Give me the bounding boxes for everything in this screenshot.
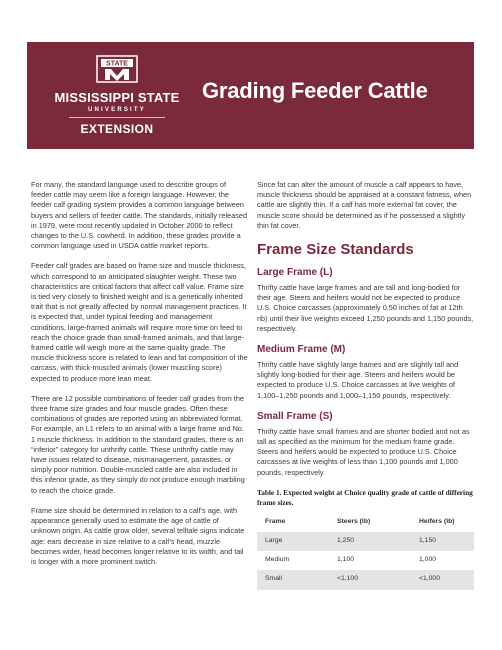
section-heading: Frame Size Standards bbox=[257, 241, 414, 259]
table-header-cell: Heifers (lb) bbox=[411, 513, 474, 532]
large-frame-heading: Large Frame (L) bbox=[257, 267, 333, 279]
table-cell: 1,000 bbox=[419, 556, 437, 564]
medium-frame-text: Thrifty cattle have slightly large frames and are slightly tall and slightly long-bodied for their age. Steers and heifers would be expected to produce U.S. Choice carcasses at live weights of 1,100–1,250 pounds and 1,000–1,150 pounds, respectively. bbox=[257, 360, 459, 400]
table-cell: <1,000 bbox=[411, 570, 474, 589]
large-frame-text: Thrifty cattle have large frames and are tall and long-bodied for their age. Steers and heifers would not be expected to produce U.S. Choice carcasses (approximately 0.50 inches of fat at 12th rib) until their live weights exceed 1,250 pounds and 1,150 pounds, respectively. bbox=[257, 283, 474, 333]
msu-extension-logo bbox=[47, 54, 187, 138]
grades-paragraph: Feeder calf grades are based on frame size and muscle thickness, which correspond to an anticipated slaughter weight. These two characteristics are critical factors that affect calf value. Frame size is tied very closely to finished weight and is a genetically inherited trait that is not greatly affected by normal management practices. It is expected that, under typical feeding and management conditions, large-framed animals will require more time on feed to reach the choice grade than small-framed animals, and that large-framed cattle will weigh more at the same quality grade. The muscle thickness score is related to lean and fat composition of the carcass, with thick-muscled animals (lower muscling score) expected to produce more lean meat. bbox=[31, 261, 248, 383]
table-cell: <1,100 bbox=[329, 570, 411, 589]
table-cell: 1,250 bbox=[329, 532, 411, 551]
left-column bbox=[31, 180, 248, 577]
table-cell: Large bbox=[257, 532, 329, 551]
fat-paragraph: Since fat can alter the amount of muscle a calf appears to have, muscle thickness should be appraised at a constant fatness, when cattle are slightly thin. If a calf has more external fat cover, the muscle score should be determined as if he possessed a slightly thin fat cover. bbox=[257, 180, 472, 230]
table-row bbox=[257, 532, 474, 551]
msu-seal-icon bbox=[95, 54, 139, 84]
frame-age-paragraph: Frame size should be determined in relation to a calf’s age, with appearance generally used to estimate the age of cattle of unknown origin. As cattle grow older, several telltale signs indicate age: ears decrease in size relative to a calf’s head, muzzle becomes wider, head becomes longer relative to its width, and tail is longer with a more prominent switch. bbox=[31, 505, 245, 566]
page-title: Grading Feeder Cattle bbox=[202, 78, 428, 103]
table-cell: Small bbox=[257, 570, 329, 589]
table-cell: 1,150 bbox=[411, 532, 474, 551]
intro-paragraph: For many, the standard language used to describe groups of feeder cattle may seem like a foreign language. However, the feeder calf grading system provides a common language between buyers and sellers of feeder cattle. The standards, initially released in 1979, were most recently updated in October 2000 to reflect changes to the U.S. cowherd. In addition, these grades provide a common language used in USDA cattle market reports. bbox=[31, 180, 248, 251]
table-row bbox=[257, 570, 474, 589]
table-header-row bbox=[257, 513, 474, 532]
university-subtitle: UNIVERSITY bbox=[87, 107, 146, 113]
svg-text:STATE: STATE bbox=[106, 60, 128, 68]
weight-table bbox=[257, 513, 474, 590]
logo-divider bbox=[69, 117, 165, 118]
table-row bbox=[257, 551, 474, 570]
small-frame-heading: Small Frame (S) bbox=[257, 410, 333, 422]
header-banner bbox=[27, 42, 474, 149]
table-cell: Medium bbox=[265, 556, 290, 564]
university-name: MISSISSIPPI STATE bbox=[54, 90, 180, 105]
right-column bbox=[257, 180, 474, 590]
table-header-cell: Frame bbox=[257, 513, 329, 532]
small-frame-text: Thrifty cattle have small frames and are shorter bodied and not as tall as specified as the minimum for the medium frame grade. Steers and heifers would be expected to produce U.S. Choice carcasses at live weights of less than 1,100 pounds and 1,000 pounds, respectively. bbox=[257, 426, 470, 477]
medium-frame-heading: Medium Frame (M) bbox=[257, 344, 346, 356]
extension-label: EXTENSION bbox=[80, 122, 154, 136]
table-header-cell: Steers (lb) bbox=[329, 513, 411, 532]
table-cell: 1,100 bbox=[337, 556, 355, 564]
table-caption: Table 1. Expected weight at Choice quality grade of cattle of differing frame sizes. bbox=[257, 487, 473, 507]
combinations-paragraph: There are 12 possible combinations of feeder calf grades from the three frame size grades and four muscle grades. Often these combinations of grades are reported using an abbreviated format. For example, an L1 refers to an animal with a large frame and No. 1 muscle thickness. In addition to the standard grades, there is an “inferior” category for unthrifty cattle. These unthrifty cattle may have issues related to disease, mismanagement, parasites, or simply poor nutrition. Double-muscled cattle are also included in this inferior grade, as they simply do not produce enough marbling to reach the choice grade. bbox=[31, 393, 245, 495]
